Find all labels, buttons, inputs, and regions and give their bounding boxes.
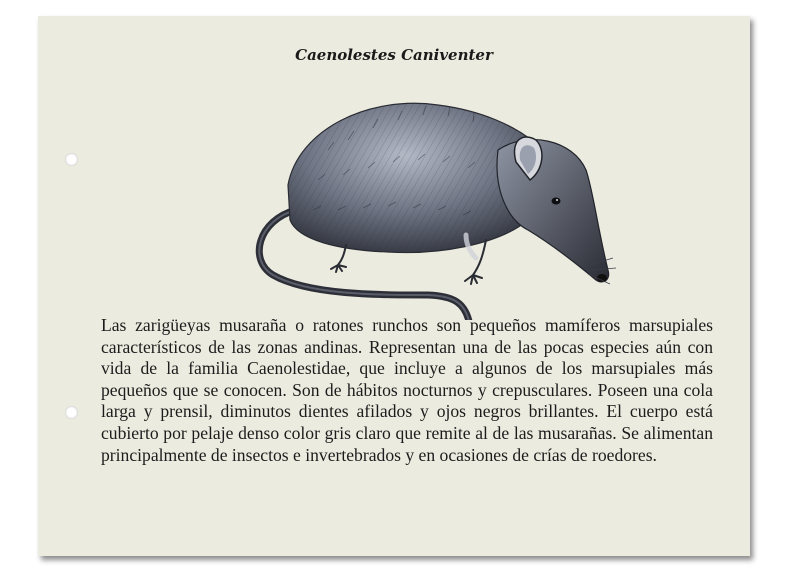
eye [552,198,561,205]
nose [597,274,607,282]
hind-paw [331,245,346,272]
info-card [38,16,750,556]
binder-hole-bottom [65,406,78,419]
shrew-opossum-illustration [218,70,618,320]
binder-hole-top [65,153,78,166]
species-description: Las zarigüeyas musaraña o ratones runchos son pequeños mamíferos marsupiales característicos de las zonas andinas. Representan una de las pocas especies aún con vida de la familia Caenolestidae, que incluye a algunos de los marsupiales más pequeños que se conocen. Son de hábitos nocturnos y crepusculares. Poseen una cola larga y prensil, diminutos dientes afilados y ojos negros brillantes. El cuerpo está cubierto por pelaje denso color gris claro que remite al de las musarañas. Se alimentan principalmente de insectos e invertebrados y en ocasiones de crías de roedores. [101,315,713,465]
species-title: Caenolestes Caniventer [295,46,493,64]
head [497,140,609,282]
